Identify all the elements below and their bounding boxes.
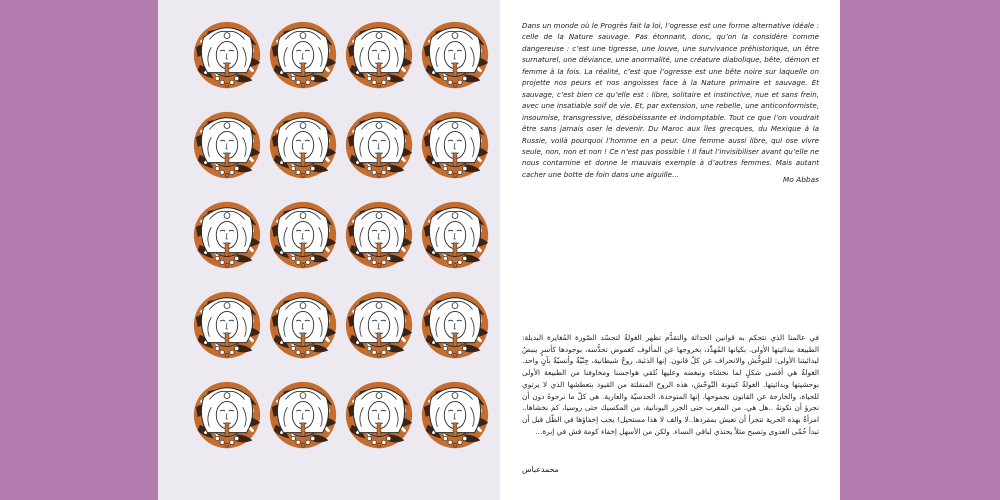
ogress-portrait-icon (416, 378, 494, 456)
ogress-portrait-icon (340, 18, 418, 96)
ogress-portrait-icon (188, 378, 266, 456)
ogress-portrait-icon (264, 198, 342, 276)
ogress-portrait-icon (264, 108, 342, 186)
ogress-portrait-icon (264, 18, 342, 96)
ogress-portrait-icon (340, 288, 418, 366)
ogress-portrait-icon (416, 288, 494, 366)
ogress-portrait-icon (188, 288, 266, 366)
arabic-signature: محمدعباس (522, 465, 559, 474)
ogress-portrait-icon (188, 198, 266, 276)
ogress-portrait-icon (188, 108, 266, 186)
ogress-portrait-icon (416, 108, 494, 186)
ogress-portrait-icon (340, 378, 418, 456)
ogress-portrait-icon (264, 288, 342, 366)
french-signature: Mo Abbas (782, 175, 819, 184)
text-page (500, 0, 840, 500)
ogress-portrait-icon (416, 198, 494, 276)
arabic-paragraph: في عالمنا الذي تتحكم به قوانين الحداثة والتقدُّم تظهر الغولةُ لتجسّد الصّورة المُغايرة البديلة: الطبيعة ببدائيتها الأولى. بكيانها المُهدِّد، بخروجها عن المألوف كغموض تحدُّسه، بوجودها كأسرٍ ينبضُ لبدائيتنا الأولى: للتوحُّش والانحراف عن كلّ قانون. إنها الذئبة، روحٌ شيطانية، جِنّيّةٌ وأنسيّةٌ بآنٍ واحد. الغولةُ هي أقصى شكلٍ لما نخشاه ونبغضه وعليها نُلقي هواجسنا ومخاوفنا من الطبيعة الأولى بوحشيتها وبدائيتها. الغولةُ كينونة التّوحّش، هذه الروح المنفلتة من القيود بتعطشها الذي لا يرتوي للحياة، والخارجة عن القانون بجموحها. إنها المتوحدة، الحدسيّة والعارية. هي كلّ ما نرجوهُ دون أن نجرؤ أن نكونهُ ..هل هي. من المغرب حتى الجزر اليونانية، من المكسيك حتى روسيا، كم نخشاها.. امرأةٌ بهذه الحرية تتجرأ أن تعيش بمفردها..لا والف لا هذا مستحيل! يجب إخفاؤها في الظّل قبل أن تبدأ حُمّى العدوى وتصبح مثلاً يحتذي لباقي النساء. ولكن من الأسهل إخفاء كومة قش في إبرة… (522, 333, 819, 436)
ogress-portrait-icon (188, 18, 266, 96)
ogress-portrait-icon (416, 18, 494, 96)
french-paragraph: Dans un monde où le Progrès fait la loi, l’ogresse est une forme alternative idéale : celle de la Nature sauvage. Pas étonnant, donc, qu’on la considère comme dangereuse : c’est une tigresse, une louve, une survivance préhistorique, un être surnaturel, une déviance, une anormalité, une créature diabolique, bête, démon et femme à la fois. La réalité, c’est que l’ogresse est une bête noire sur laquelle on projette nos peurs et nos angoisses face à la Nature primaire et sauvage. Et sauvage, c’est bien ce qu’elle est : libre, solitaire et instinctive, nue et sans frein, avec une insatiable soif de vie. Et, par extension, une rebelle, une anticonformiste, insoumise, transgressive, désobéissante et indomptable. Tout ce que l’on voudrait être sans jamais oser le devenir. Du Maroc aux îles grecques, du Mexique à la Russie, voilà pourquoi l’homme en a peur. Une femme aussi libre, qui ose vivre seule, non, non et non ! Ce n’est pas possible ! Il faut l’invisibiliser avant qu’elle ne nous contamine et donne le mauvais exemple à d’autres femmes. Mais autant cacher une botte de foin dans une aiguille… (522, 21, 819, 179)
ogress-portrait-icon (340, 108, 418, 186)
illustration-page (158, 0, 500, 500)
ogress-portrait-icon (340, 198, 418, 276)
ogress-portrait-icon (264, 378, 342, 456)
